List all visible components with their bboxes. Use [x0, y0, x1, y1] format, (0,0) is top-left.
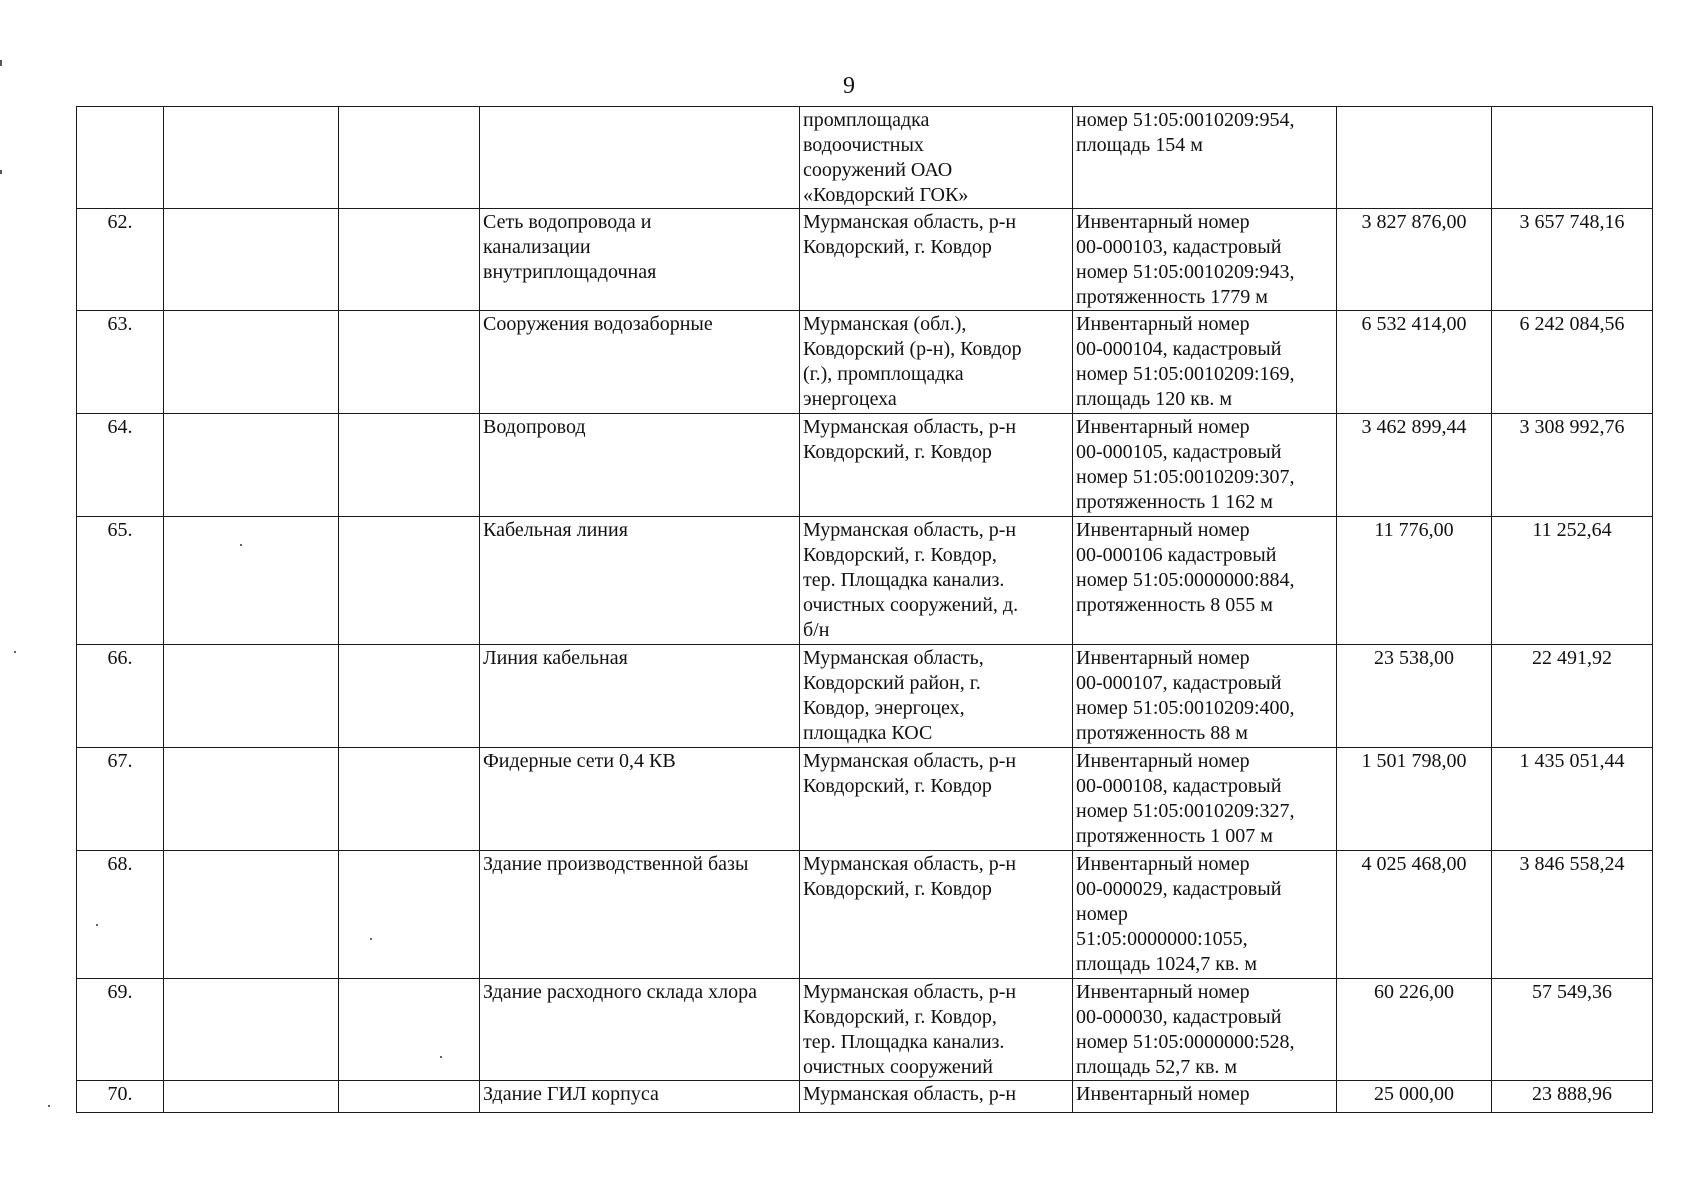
row-number-cell: [77, 107, 164, 209]
empty-cell: [164, 107, 339, 209]
address-cell: Мурманская область, р-н Ковдорский, г. Ковдор, тер. Площадка канализ. очистных сооружений, д. б/н: [800, 517, 1073, 645]
value-1-cell: 6 532 414,00: [1337, 311, 1492, 414]
object-name-cell: Водопровод: [480, 414, 800, 517]
value-1-cell: 25 000,00: [1337, 1081, 1492, 1113]
table-row: [77, 1081, 1653, 1113]
empty-cell: [164, 645, 339, 748]
scan-speck: [96, 924, 98, 926]
empty-cell: [339, 517, 480, 645]
row-number-cell: 63.: [77, 311, 164, 414]
empty-cell: [339, 645, 480, 748]
empty-cell: [164, 748, 339, 851]
value-1-cell: 3 827 876,00: [1337, 209, 1492, 311]
address-cell: Мурманская область, р-н Ковдорский, г. Ковдор: [800, 748, 1073, 851]
value-2-cell: [1492, 107, 1653, 209]
value-2-cell: 3 308 992,76: [1492, 414, 1653, 517]
value-2-cell: 3 657 748,16: [1492, 209, 1653, 311]
empty-cell: [164, 1081, 339, 1113]
table-row: [77, 311, 1653, 414]
scan-speck: [440, 1056, 442, 1058]
property-registry-table: [76, 106, 1653, 1113]
value-1-cell: 11 776,00: [1337, 517, 1492, 645]
value-1-cell: 60 226,00: [1337, 979, 1492, 1081]
value-2-cell: 57 549,36: [1492, 979, 1653, 1081]
value-2-cell: 1 435 051,44: [1492, 748, 1653, 851]
object-name-cell: [480, 107, 800, 209]
registry-body: [77, 107, 1653, 1113]
table-row: [77, 645, 1653, 748]
object-name-cell: Здание производственной базы: [480, 851, 800, 979]
object-name-cell: Кабельная линия: [480, 517, 800, 645]
scan-speck: [14, 651, 16, 653]
row-number-cell: 68.: [77, 851, 164, 979]
row-number-cell: 67.: [77, 748, 164, 851]
value-1-cell: 1 501 798,00: [1337, 748, 1492, 851]
table-row: [77, 517, 1653, 645]
empty-cell: [164, 851, 339, 979]
value-2-cell: 22 491,92: [1492, 645, 1653, 748]
scan-edge-mark: [0, 170, 2, 174]
empty-cell: [164, 311, 339, 414]
details-cell: Инвентарный номер 00-000029, кадастровый номер 51:05:0000000:1055, площадь 1024,7 кв. м: [1073, 851, 1337, 979]
details-cell: Инвентарный номер 00-000030, кадастровый номер 51:05:0000000:528, площадь 52,7 кв. м: [1073, 979, 1337, 1081]
empty-cell: [339, 851, 480, 979]
address-cell: промплощадка водоочистных сооружений ОАО «Ковдорский ГОК»: [800, 107, 1073, 209]
object-name-cell: Сеть водопровода и канализации внутриплощадочная: [480, 209, 800, 311]
empty-cell: [339, 209, 480, 311]
empty-cell: [339, 107, 480, 209]
value-2-cell: 3 846 558,24: [1492, 851, 1653, 979]
empty-cell: [339, 1081, 480, 1113]
empty-cell: [164, 209, 339, 311]
row-number-cell: 70.: [77, 1081, 164, 1113]
empty-cell: [339, 748, 480, 851]
row-number-cell: 64.: [77, 414, 164, 517]
table-row: [77, 748, 1653, 851]
empty-cell: [339, 979, 480, 1081]
row-number-cell: 69.: [77, 979, 164, 1081]
scan-speck: [240, 544, 242, 546]
row-number-cell: 65.: [77, 517, 164, 645]
address-cell: Мурманская область, р-н Ковдорский, г. Ковдор, тер. Площадка канализ. очистных сооружений: [800, 979, 1073, 1081]
address-cell: Мурманская область, р-н Ковдорский, г. Ковдор: [800, 851, 1073, 979]
value-1-cell: 4 025 468,00: [1337, 851, 1492, 979]
scan-speck: [48, 1105, 50, 1107]
table-row: [77, 851, 1653, 979]
details-cell: Инвентарный номер 00-000103, кадастровый номер 51:05:0010209:943, протяженность 1779 м: [1073, 209, 1337, 311]
value-1-cell: 23 538,00: [1337, 645, 1492, 748]
object-name-cell: Сооружения водозаборные: [480, 311, 800, 414]
details-cell: Инвентарный номер 00-000105, кадастровый номер 51:05:0010209:307, протяженность 1 162 м: [1073, 414, 1337, 517]
details-cell: Инвентарный номер 00-000104, кадастровый номер 51:05:0010209:169, площадь 120 кв. м: [1073, 311, 1337, 414]
empty-cell: [164, 414, 339, 517]
table-row: [77, 979, 1653, 1081]
object-name-cell: Линия кабельная: [480, 645, 800, 748]
object-name-cell: Здание расходного склада хлора: [480, 979, 800, 1081]
table-row: [77, 209, 1653, 311]
empty-cell: [164, 979, 339, 1081]
value-2-cell: 6 242 084,56: [1492, 311, 1653, 414]
object-name-cell: Здание ГИЛ корпуса: [480, 1081, 800, 1113]
value-1-cell: [1337, 107, 1492, 209]
object-name-cell: Фидерные сети 0,4 КВ: [480, 748, 800, 851]
details-cell: Инвентарный номер 00-000107, кадастровый номер 51:05:0010209:400, протяженность 88 м: [1073, 645, 1337, 748]
address-cell: Мурманская область, р-н: [800, 1081, 1073, 1113]
scan-speck: [370, 938, 372, 940]
details-cell: Инвентарный номер: [1073, 1081, 1337, 1113]
table-row: [77, 414, 1653, 517]
value-2-cell: 23 888,96: [1492, 1081, 1653, 1113]
details-cell: Инвентарный номер 00-000108, кадастровый номер 51:05:0010209:327, протяженность 1 007 м: [1073, 748, 1337, 851]
row-number-cell: 62.: [77, 209, 164, 311]
row-number-cell: 66.: [77, 645, 164, 748]
details-cell: Инвентарный номер 00-000106 кадастровый номер 51:05:0000000:884, протяженность 8 055 м: [1073, 517, 1337, 645]
empty-cell: [164, 517, 339, 645]
address-cell: Мурманская область, Ковдорский район, г. Ковдор, энергоцех, площадка КОС: [800, 645, 1073, 748]
value-1-cell: 3 462 899,44: [1337, 414, 1492, 517]
page-number: 9: [843, 73, 855, 99]
details-cell: номер 51:05:0010209:954, площадь 154 м: [1073, 107, 1337, 209]
address-cell: Мурманская область, р-н Ковдорский, г. Ковдор: [800, 414, 1073, 517]
address-cell: Мурманская область, р-н Ковдорский, г. Ковдор: [800, 209, 1073, 311]
table-row: [77, 107, 1653, 209]
scan-edge-mark: [0, 60, 2, 66]
empty-cell: [339, 311, 480, 414]
value-2-cell: 11 252,64: [1492, 517, 1653, 645]
address-cell: Мурманская (обл.), Ковдорский (р-н), Ковдор (г.), промплощадка энергоцеха: [800, 311, 1073, 414]
empty-cell: [339, 414, 480, 517]
